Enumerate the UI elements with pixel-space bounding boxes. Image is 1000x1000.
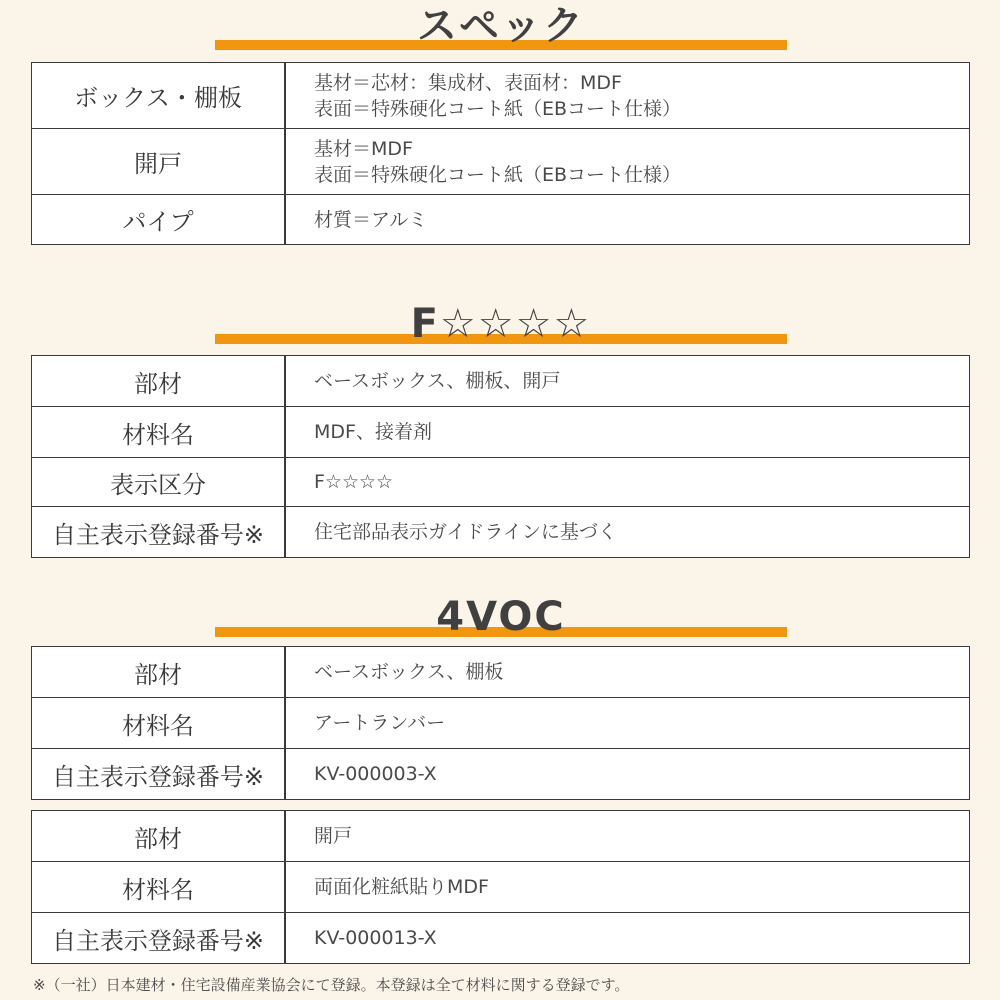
voc-table-1 — [31, 646, 970, 800]
row-label: 表示区分 — [32, 458, 286, 507]
table-row — [32, 407, 970, 458]
value-line: 基材＝芯材：集成材、表面材：MDF — [314, 71, 622, 94]
row-value — [285, 129, 970, 195]
row-label: 材料名 — [32, 698, 286, 749]
table-row — [32, 749, 970, 800]
row-label: 部材 — [32, 647, 286, 698]
row-value: 両面化粧紙貼りMDF — [285, 862, 970, 913]
section-title-4voc — [215, 595, 787, 639]
row-label: 材料名 — [32, 407, 286, 458]
row-value: KV-000003-X — [285, 749, 970, 800]
row-label: パイプ — [32, 195, 286, 245]
row-label: 部材 — [32, 356, 286, 407]
row-label: 部材 — [32, 811, 286, 862]
row-value: KV-000013-X — [285, 913, 970, 964]
row-value: ベースボックス、棚板 — [285, 647, 970, 698]
table-row — [32, 195, 970, 245]
table-row — [32, 458, 970, 507]
table-row — [32, 647, 970, 698]
row-value: 開戸 — [285, 811, 970, 862]
table-row — [32, 129, 970, 195]
row-label: 自主表示登録番号※ — [32, 913, 286, 964]
row-label: 材料名 — [32, 862, 286, 913]
row-value: 住宅部品表示ガイドラインに基づく — [285, 507, 970, 558]
section-heading: F☆☆☆☆ — [410, 301, 592, 347]
spec-table — [31, 62, 970, 245]
fstar-table — [31, 355, 970, 558]
table-row — [32, 811, 970, 862]
table-row — [32, 913, 970, 964]
footnote: ※（一社）日本建材・住宅設備産業協会にて登録。本登録は全て材料に関する登録です。 — [33, 976, 630, 994]
row-label: 開戸 — [32, 129, 286, 195]
row-label: 自主表示登録番号※ — [32, 507, 286, 558]
table-row — [32, 698, 970, 749]
section-title-spec — [215, 4, 787, 48]
section-heading: 4VOC — [436, 594, 566, 640]
row-value: MDF、接着剤 — [285, 407, 970, 458]
table-row — [32, 63, 970, 129]
row-value: 材質＝アルミ — [285, 195, 970, 245]
row-label: 自主表示登録番号※ — [32, 749, 286, 800]
row-value: ベースボックス、棚板、開戸 — [285, 356, 970, 407]
section-heading: スペック — [417, 3, 585, 49]
row-label: ボックス・棚板 — [32, 63, 286, 129]
table-row — [32, 507, 970, 558]
row-value: F☆☆☆☆ — [285, 458, 970, 507]
row-value — [285, 63, 970, 129]
value-line: 表面＝特殊硬化コート紙（EBコート仕様） — [314, 97, 682, 120]
table-row — [32, 356, 970, 407]
table-row — [32, 862, 970, 913]
value-line: 表面＝特殊硬化コート紙（EBコート仕様） — [314, 163, 682, 186]
section-title-fstar — [215, 302, 787, 346]
value-line: 基材＝MDF — [314, 137, 413, 160]
voc-table-2 — [31, 810, 970, 964]
row-value: アートランバー — [285, 698, 970, 749]
